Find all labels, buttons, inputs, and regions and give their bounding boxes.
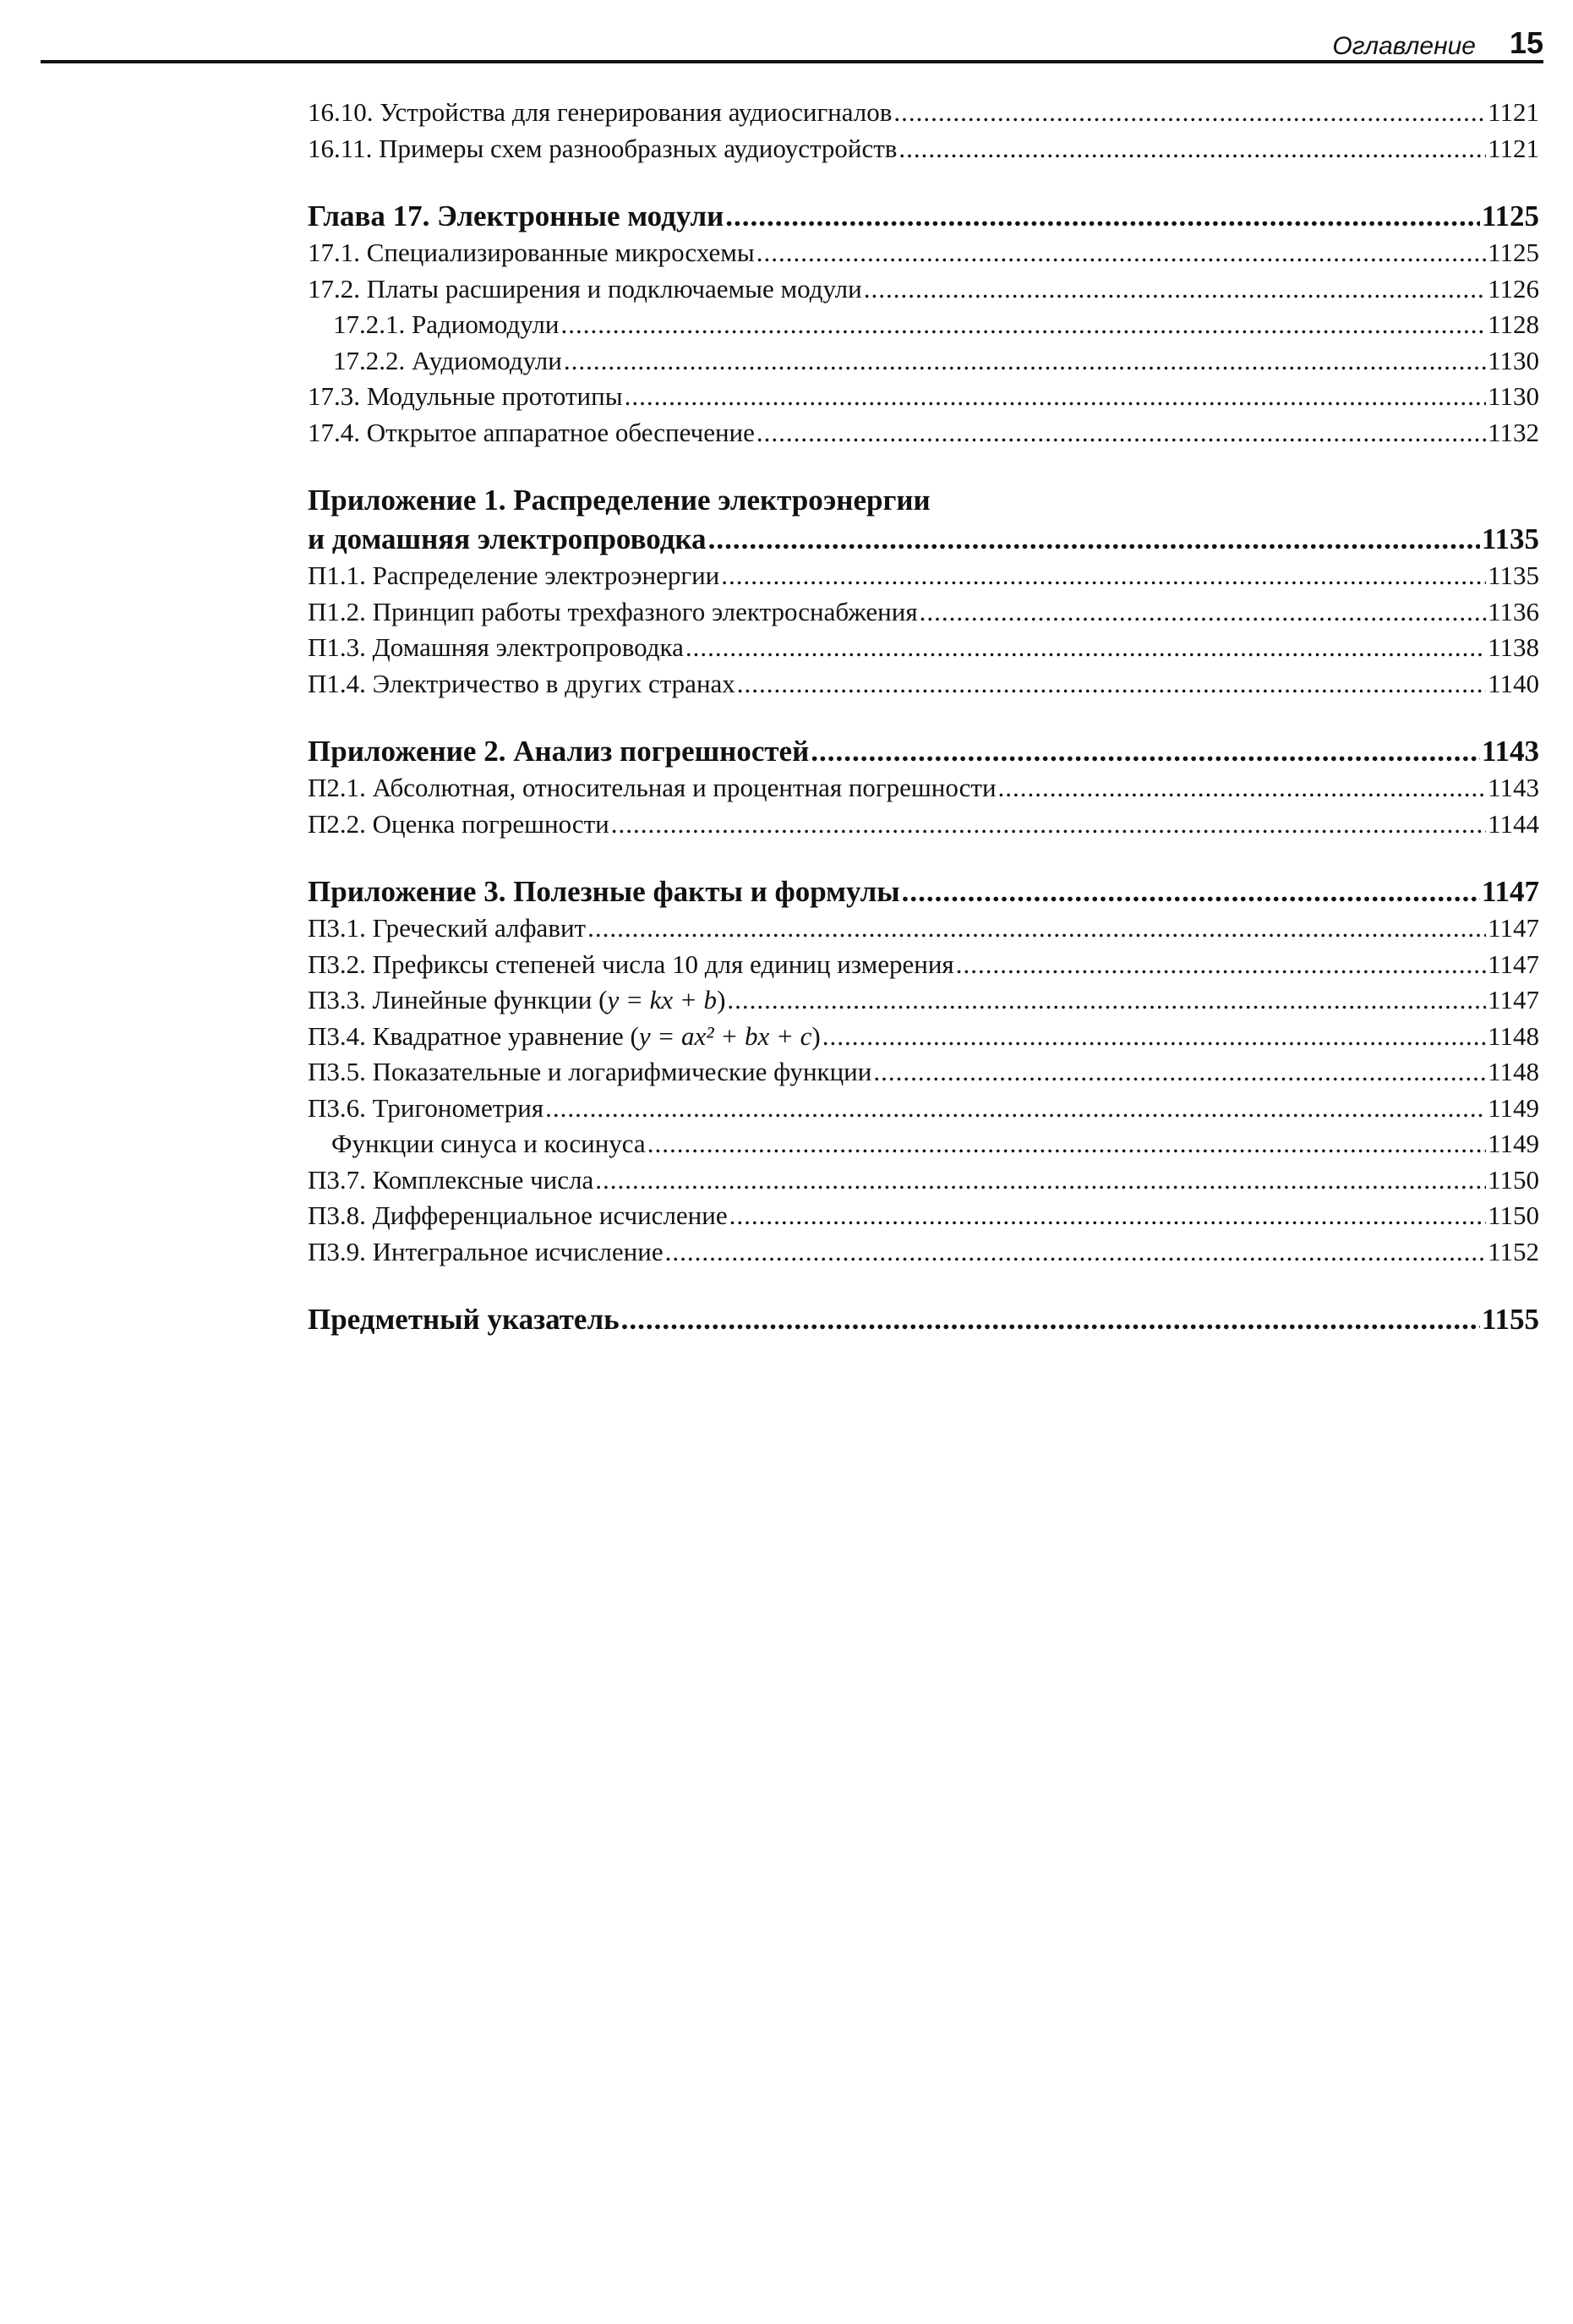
page-number: 15 bbox=[1509, 25, 1543, 60]
dot-leader bbox=[725, 198, 1480, 235]
toc-entry[interactable] bbox=[308, 95, 1539, 131]
toc-entry-label bbox=[308, 558, 719, 594]
toc-page-number: 1126 bbox=[1488, 273, 1539, 303]
toc-entry-title: 16.11. Примеры схем разнообразных аудиоустройств bbox=[308, 133, 898, 163]
dot-leader bbox=[685, 630, 1486, 666]
toc-entry-title: П3.1. Греческий алфавит bbox=[308, 913, 587, 943]
dot-leader bbox=[587, 910, 1486, 947]
toc-page-number: 1132 bbox=[1488, 417, 1539, 447]
toc-page-number: 1144 bbox=[1488, 808, 1539, 839]
toc-entry[interactable] bbox=[308, 1234, 1539, 1271]
dot-leader bbox=[920, 594, 1487, 631]
dot-leader bbox=[864, 271, 1486, 308]
table-of-contents bbox=[308, 95, 1539, 1338]
toc-entry-title: П3.4. Квадратное уравнение ( bbox=[308, 1020, 639, 1051]
toc-page-number: 1147 bbox=[1488, 949, 1539, 979]
toc-entry[interactable] bbox=[308, 235, 1539, 271]
dot-leader bbox=[564, 343, 1486, 380]
toc-entry-label bbox=[308, 873, 900, 910]
toc-chapter-row[interactable] bbox=[308, 1301, 1539, 1338]
toc-entry-label bbox=[308, 1234, 664, 1271]
toc-entry-label bbox=[331, 1126, 646, 1162]
toc-chapter-entry bbox=[308, 1301, 1539, 1338]
dot-leader bbox=[621, 1301, 1480, 1338]
dot-leader bbox=[729, 1198, 1487, 1234]
toc-entry-label bbox=[308, 415, 755, 451]
dot-leader bbox=[708, 521, 1480, 558]
toc-chapter-title-line bbox=[308, 482, 1539, 521]
toc-page-number: 1121 bbox=[1488, 133, 1539, 163]
dot-leader bbox=[893, 95, 1486, 131]
toc-chapter-entry bbox=[308, 198, 1539, 235]
toc-page-number: 1128 bbox=[1488, 309, 1539, 339]
dot-leader bbox=[956, 947, 1486, 983]
toc-entry-formula: y = ax² + bx + c bbox=[638, 1020, 812, 1051]
toc-chapter-row[interactable] bbox=[308, 873, 1539, 910]
toc-entry-label bbox=[308, 770, 997, 807]
toc-entry[interactable] bbox=[308, 379, 1539, 415]
header-divider bbox=[41, 60, 1543, 63]
toc-entry-title: П1.1. Распределение электроэнергии bbox=[308, 560, 720, 590]
toc-entry-label bbox=[308, 1198, 728, 1234]
toc-entry-title: 17.2.2. Аудиомодули bbox=[333, 345, 562, 375]
dot-leader bbox=[625, 379, 1487, 415]
toc-page-number: 1125 bbox=[1481, 200, 1539, 232]
toc-page-number: 1136 bbox=[1488, 596, 1539, 626]
toc-page-number: 1143 bbox=[1481, 735, 1539, 768]
toc-entry-label bbox=[308, 95, 892, 131]
toc-page-number: 1140 bbox=[1488, 668, 1539, 698]
toc-entry-label bbox=[308, 379, 623, 415]
toc-entry-title: 17.2.1. Радиомодули bbox=[333, 309, 560, 339]
dot-leader bbox=[665, 1234, 1487, 1271]
toc-entry-title: П3.9. Интегральное исчисление bbox=[308, 1236, 664, 1266]
toc-entry-label bbox=[308, 198, 724, 235]
toc-entry-label bbox=[308, 910, 586, 947]
toc-entry-label bbox=[333, 343, 562, 380]
toc-entry-title: П3.3. Линейные функции ( bbox=[308, 985, 608, 1014]
toc-page-number: 1135 bbox=[1488, 560, 1539, 590]
toc-entry[interactable] bbox=[308, 415, 1539, 451]
toc-page-number: 1150 bbox=[1488, 1200, 1539, 1230]
toc-entry-title: 17.2. Платы расширения и подключаемые модули bbox=[308, 273, 862, 303]
toc-entry-title: 17.3. Модульные прототипы bbox=[308, 381, 623, 411]
toc-entry-label bbox=[308, 131, 897, 167]
running-header-title: Оглавление bbox=[1332, 32, 1476, 60]
toc-entry[interactable] bbox=[308, 594, 1539, 631]
toc-entry-title: П3.8. Дифференциальное исчисление bbox=[308, 1200, 728, 1230]
toc-entry-title: Предметный указатель bbox=[308, 1303, 620, 1336]
toc-page-number: 1155 bbox=[1481, 1303, 1539, 1336]
dot-leader bbox=[822, 1019, 1486, 1055]
toc-entry-title: Функции синуса и косинуса bbox=[331, 1129, 646, 1158]
dot-leader bbox=[721, 558, 1486, 594]
toc-entry-title-end: ) bbox=[717, 985, 726, 1014]
toc-page-number: 1125 bbox=[1488, 238, 1539, 267]
toc-chapter-row[interactable] bbox=[308, 733, 1539, 770]
toc-entry-title: Приложение 1. Распределение электроэнергии bbox=[308, 484, 931, 517]
toc-page-number: 1150 bbox=[1488, 1164, 1539, 1195]
toc-page-number: 1148 bbox=[1488, 1057, 1539, 1086]
toc-entry-label bbox=[308, 594, 918, 631]
toc-entry[interactable] bbox=[308, 1054, 1539, 1091]
dot-leader bbox=[647, 1126, 1486, 1162]
toc-entry-title: П1.2. Принцип работы трехфазного электроснабжения bbox=[308, 596, 918, 626]
toc-entry-title: 16.10. Устройства для генерирования аудиосигналов bbox=[308, 97, 893, 127]
toc-entry-title: П3.5. Показательные и логарифмические функции bbox=[308, 1057, 872, 1086]
toc-entry-title: Приложение 3. Полезные факты и формулы bbox=[308, 875, 900, 908]
toc-entry-label bbox=[333, 307, 559, 343]
toc-entry[interactable] bbox=[308, 343, 1539, 380]
dot-leader bbox=[560, 307, 1486, 343]
dot-leader bbox=[595, 1162, 1486, 1199]
toc-page-number: 1135 bbox=[1481, 522, 1539, 555]
toc-page-number: 1152 bbox=[1488, 1236, 1539, 1266]
dot-leader bbox=[756, 415, 1486, 451]
toc-entry[interactable] bbox=[308, 131, 1539, 167]
toc-entry[interactable] bbox=[308, 982, 1539, 1019]
toc-page-number: 1149 bbox=[1488, 1129, 1539, 1158]
toc-entry-label bbox=[308, 1019, 821, 1055]
toc-entry-title: П2.1. Абсолютная, относительная и процентная погрешности bbox=[308, 773, 997, 802]
toc-entry[interactable] bbox=[308, 1162, 1539, 1199]
toc-entry-title: П1.4. Электричество в других странах bbox=[308, 668, 735, 698]
toc-entry-title: 17.1. Специализированные микросхемы bbox=[308, 238, 755, 267]
toc-entry-label bbox=[308, 1301, 620, 1338]
dot-leader bbox=[611, 807, 1486, 843]
toc-entry-title: П1.3. Домашняя электропроводка bbox=[308, 632, 684, 662]
toc-entry[interactable] bbox=[308, 558, 1539, 594]
toc-page-number: 1148 bbox=[1488, 1020, 1539, 1051]
dot-leader bbox=[811, 733, 1480, 770]
toc-chapter-entry bbox=[308, 482, 1539, 558]
dot-leader bbox=[756, 235, 1486, 271]
toc-entry-title: П2.2. Оценка погрешности bbox=[308, 808, 609, 839]
toc-entry[interactable] bbox=[308, 1019, 1539, 1055]
toc-chapter-row[interactable] bbox=[308, 198, 1539, 235]
toc-page-number: 1130 bbox=[1488, 381, 1539, 411]
toc-entry-label bbox=[308, 947, 954, 983]
toc-entry-label bbox=[308, 271, 862, 308]
toc-entry-label bbox=[308, 630, 684, 666]
dot-leader bbox=[998, 770, 1487, 807]
toc-entry-title: П3.7. Комплексные числа bbox=[308, 1164, 594, 1195]
dot-leader bbox=[737, 666, 1486, 703]
toc-page-number: 1147 bbox=[1488, 985, 1539, 1014]
toc-page-number: 1138 bbox=[1488, 632, 1539, 662]
toc-entry[interactable] bbox=[308, 666, 1539, 703]
toc-page-number: 1149 bbox=[1488, 1092, 1539, 1123]
toc-entry-label bbox=[308, 1162, 593, 1199]
toc-entry-label bbox=[308, 982, 725, 1019]
toc-entry-label bbox=[308, 1054, 871, 1091]
toc-entry[interactable] bbox=[308, 947, 1539, 983]
toc-page-number: 1121 bbox=[1488, 97, 1539, 127]
toc-entry-title: П3.6. Тригонометрия bbox=[308, 1092, 544, 1123]
toc-entry[interactable] bbox=[308, 307, 1539, 343]
toc-entry[interactable] bbox=[308, 807, 1539, 843]
toc-entry-formula: y = kx + b bbox=[607, 985, 718, 1014]
toc-entry[interactable] bbox=[308, 1126, 1539, 1162]
toc-page-number: 1147 bbox=[1488, 913, 1539, 943]
toc-entry[interactable] bbox=[308, 770, 1539, 807]
toc-entry[interactable] bbox=[308, 910, 1539, 947]
dot-leader bbox=[902, 873, 1480, 910]
running-header bbox=[41, 20, 1543, 61]
toc-entry-label bbox=[308, 666, 735, 703]
toc-entry-title: 17.4. Открытое аппаратное обеспечение bbox=[308, 417, 755, 447]
toc-entry-title: и домашняя электропроводка bbox=[308, 522, 707, 555]
dot-leader bbox=[545, 1091, 1486, 1127]
toc-entry-title: Глава 17. Электронные модули bbox=[308, 200, 724, 232]
toc-entry-label bbox=[308, 1091, 543, 1127]
dot-leader bbox=[727, 982, 1486, 1019]
toc-entry[interactable] bbox=[308, 1198, 1539, 1234]
toc-entry-label bbox=[308, 521, 707, 558]
toc-page-number: 1147 bbox=[1481, 875, 1539, 908]
toc-chapter-entry bbox=[308, 733, 1539, 770]
toc-entry[interactable] bbox=[308, 1091, 1539, 1127]
toc-chapter-entry bbox=[308, 873, 1539, 910]
toc-entry-title: П3.2. Префиксы степеней числа 10 для единиц измерения bbox=[308, 949, 954, 979]
toc-entry-label bbox=[308, 235, 755, 271]
toc-chapter-row[interactable] bbox=[308, 521, 1539, 558]
toc-page-number: 1130 bbox=[1488, 345, 1539, 375]
toc-entry-label bbox=[308, 807, 609, 843]
dot-leader bbox=[898, 131, 1486, 167]
dot-leader bbox=[873, 1054, 1486, 1091]
toc-entry-title: Приложение 2. Анализ погрешностей bbox=[308, 735, 810, 768]
toc-entry[interactable] bbox=[308, 271, 1539, 308]
toc-entry-label bbox=[308, 733, 809, 770]
toc-entry-title-end: ) bbox=[811, 1020, 821, 1051]
toc-page-number: 1143 bbox=[1488, 773, 1539, 802]
toc-entry[interactable] bbox=[308, 630, 1539, 666]
